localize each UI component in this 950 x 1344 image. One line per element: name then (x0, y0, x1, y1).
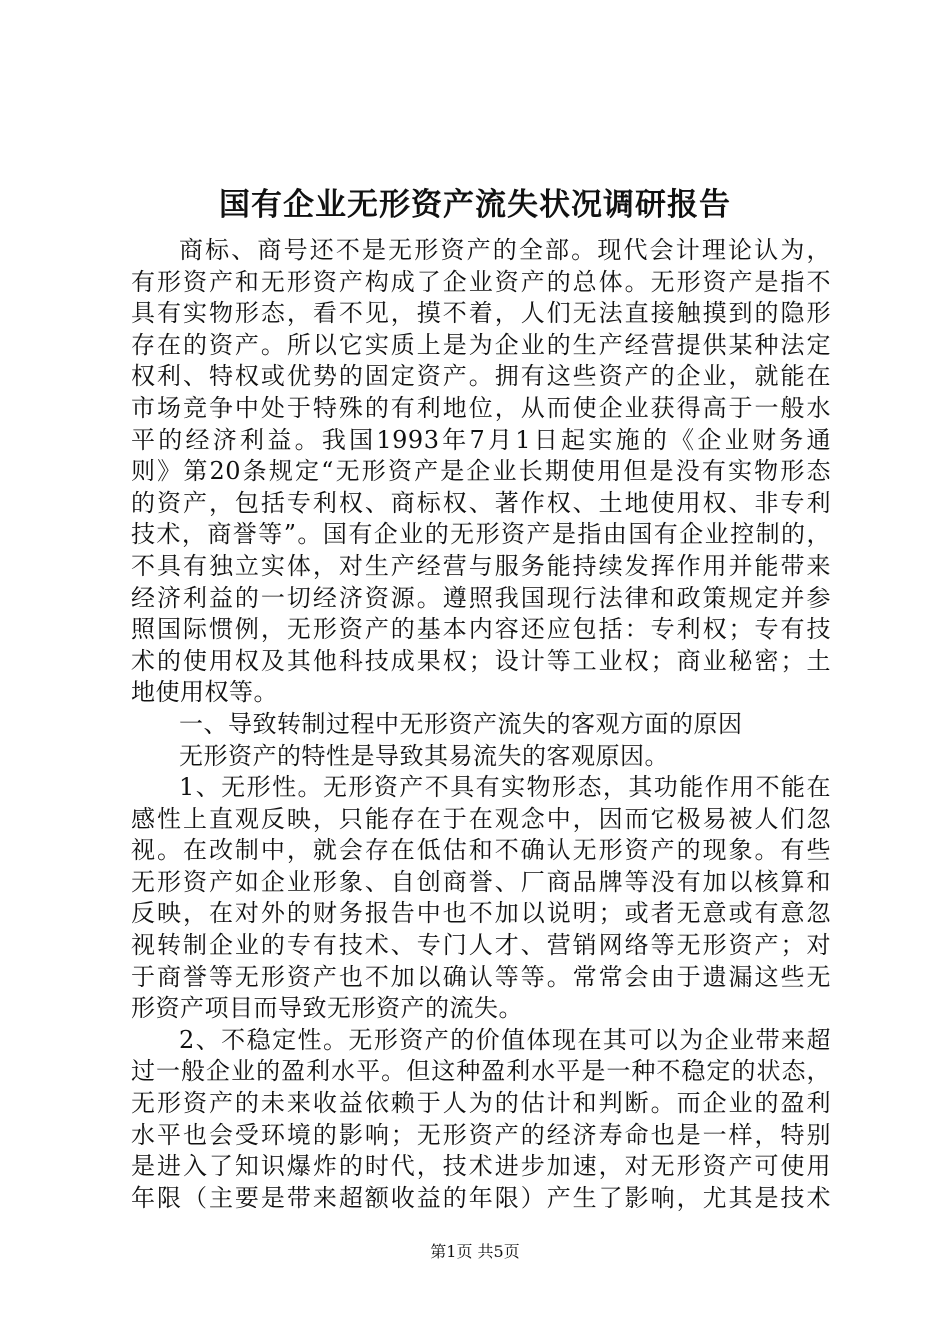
text-line: 视。在改制中，就会存在低估和不确认无形资产的现象。有些 (131, 836, 831, 865)
text-line: 视转制企业的专有技术、专门人才、营销网络等无形资产；对 (131, 931, 831, 960)
text-line: 权利、特权或优势的固定资产。拥有这些资产的企业，就能在 (131, 362, 831, 391)
text-line: 地使用权等。 (131, 678, 278, 707)
text-line: 不具有独立实体，对生产经营与服务能持续发挥作用并能带来 (131, 551, 831, 580)
text-line: 经济利益的一切经济资源。遵照我国现行法律和政策规定并参 (131, 583, 831, 612)
text-line: 无形资产的特性是导致其易流失的客观原因。 (179, 741, 669, 770)
page-number-footer: 第1页 共5页 (430, 1242, 520, 1261)
text-line: 1、无形性。无形资产不具有实物形态，其功能作用不能在 (179, 773, 831, 802)
text-line: 反映，在对外的财务报告中也不加以说明；或者无意或有意忽 (131, 899, 831, 928)
text-line: 具有实物形态，看不见，摸不着，人们无法直接触摸到的隐形 (131, 299, 831, 328)
text-line: 无形资产如企业形象、自创商誉、厂商品牌等没有加以核算和 (131, 867, 831, 896)
text-line: 有形资产和无形资产构成了企业资产的总体。无形资产是指不 (131, 267, 831, 296)
document-body (131, 235, 831, 1214)
text-line: 感性上直观反映，只能存在于在观念中，因而它极易被人们忽 (131, 804, 831, 833)
text-line: 的资产，包括专利权、商标权、著作权、土地使用权、非专利 (131, 488, 831, 517)
text-line: 无形资产的未来收益依赖于人为的估计和判断。而企业的盈利 (131, 1089, 831, 1118)
section-heading: 一、导致转制过程中无形资产流失的客观方面的原因 (179, 709, 743, 738)
text-line: 2、不稳定性。无形资产的价值体现在其可以为企业带来超 (179, 1025, 831, 1054)
text-line: 平的经济利益。我国1993年7月1日起实施的《企业财务通 (131, 425, 831, 454)
text-line: 商标、商号还不是无形资产的全部。现代会计理论认为， (179, 236, 831, 264)
text-line: 存在的资产。所以它实质上是为企业的生产经营提供某种法定 (131, 330, 831, 359)
text-line: 形资产项目而导致无形资产的流失。 (131, 994, 523, 1023)
text-line: 照国际惯例，无形资产的基本内容还应包括：专利权；专有技 (131, 615, 831, 644)
text-line: 于商誉等无形资产也不加以确认等等。常常会由于遗漏这些无 (131, 962, 831, 991)
text-line: 术的使用权及其他科技成果权；设计等工业权；商业秘密；土 (131, 646, 831, 675)
text-line: 市场竞争中处于特殊的有利地位，从而使企业获得高于一般水 (131, 393, 831, 422)
text-line: 是进入了知识爆炸的时代，技术进步加速，对无形资产可使用 (131, 1152, 831, 1181)
text-line: 过一般企业的盈利水平。但这种盈利水平是一种不稳定的状态， (131, 1057, 831, 1086)
document-title: 国有企业无形资产流失状况调研报告 (219, 187, 731, 223)
text-line: 则》第20条规定“无形资产是企业长期使用但是没有实物形态 (131, 457, 831, 486)
text-line: 年限（主要是带来超额收益的年限）产生了影响，尤其是技术 (131, 1183, 831, 1212)
text-line: 技术，商誉等”。国有企业的无形资产是指由国有企业控制的， (131, 520, 831, 549)
text-line: 水平也会受环境的影响；无形资产的经济寿命也是一样，特别 (131, 1120, 831, 1149)
